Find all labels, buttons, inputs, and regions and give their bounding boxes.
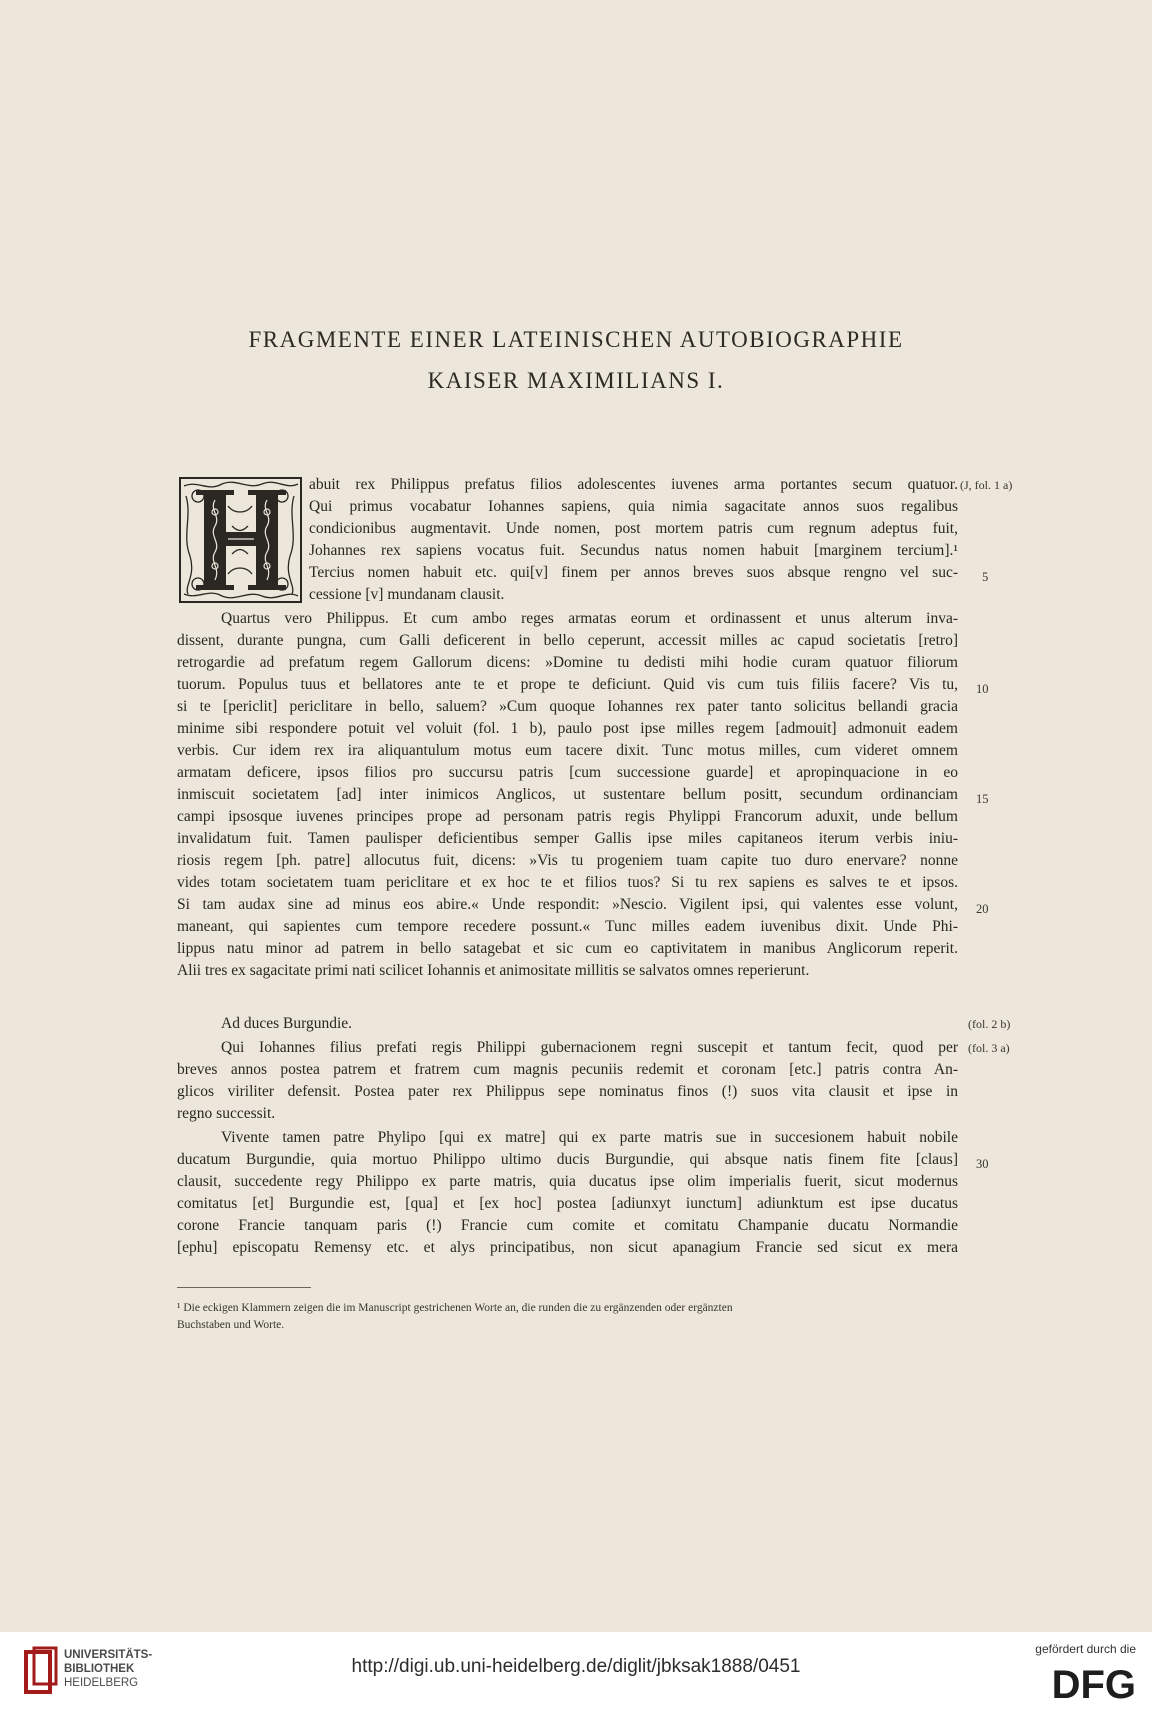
digitization-footer xyxy=(0,1632,1152,1714)
line-number: 20 xyxy=(976,902,989,916)
text-line-21: maneant, qui sapientes cum tempore recedere possunt.« Tunc milles eadem iuvenibus dixit. Unde Phi- xyxy=(177,918,958,935)
line-number: 5 xyxy=(982,570,989,584)
funding-label: gefördert durch die xyxy=(1035,1642,1136,1656)
text-line-18: riosis regem [ph. patre] allocutus fuit, dicens: »Vis tu progeniem tuam capite tuo duro enervare? nonne xyxy=(177,852,958,869)
library-name-line-1: UNIVERSITÄTS- xyxy=(64,1649,153,1661)
dfg-logo-text: DFG xyxy=(1051,1663,1136,1702)
dfg-logo-icon xyxy=(1018,1662,1136,1702)
text-line-29: Vivente tamen patre Phylipo [qui ex matre] qui ex parte matris sue in succesionem habuit nobile xyxy=(221,1129,958,1146)
text-line-1: abuit rex Philippus prefatus filios adolescentes iuvenes arma portantes secum quatuor. xyxy=(309,476,958,493)
line-number: 30 xyxy=(976,1157,989,1171)
text-line-20: Si tam audax sine ad minus eos abire.« Unde respondit: »Nescio. Vigilent ipsi, qui valentes esse volunt, xyxy=(177,896,958,913)
footnote-line-1: ¹ Die eckigen Klammern zeigen die im Manuscript gestrichenen Worte an, die runden die zu ergänzenden oder ergänzten xyxy=(177,1302,733,1314)
text-line-27: glicos viriliter defensit. Postea pater rex Philippus sepe nominatus finos (!) suos vita clausit et ipse in xyxy=(177,1083,958,1100)
margin-note-folio-2b: (fol. 2 b) xyxy=(968,1017,1011,1031)
text-line-10: tuorum. Populus tuus et bellatores ante te et prope te deficiunt. Quid vis cum tuis filiis facere? Vis tu, xyxy=(177,676,958,693)
line-number: 10 xyxy=(976,682,989,696)
text-line-23: Alii tres ex sagacitate primi nati scilicet Iohannis et animositate millitis se salvatos omnes reperierunt. xyxy=(177,962,810,979)
text-line-2: Qui primus vocabatur Iohannes sapiens, quia nimia sagacitate annos suos regalibus xyxy=(309,498,958,515)
text-line-4: Johannes rex sapiens vocatus fuit. Secundus natus nomen habuit [marginem tercium].¹ xyxy=(309,542,958,559)
text-line-11: si te [periclit] periclitare in bello, saluem? »Cum quoque Iohannes rex pater tanto solicitus bellandi gracia xyxy=(177,698,958,715)
text-line-22: lippus natu minor ad patrem in bello satagebat et sic cum eo captivitatem in manibus Anglicorum reperit. xyxy=(177,940,958,957)
text-line-7: Quartus vero Philippus. Et cum ambo reges armatas eorum et ordinassent et unus alterum inva- xyxy=(221,610,958,627)
library-name-line-3: HEIDELBERG xyxy=(64,1677,139,1689)
margin-note-folio-3a: (fol. 3 a) xyxy=(968,1041,1010,1055)
text-line-16: campi ipsosque iuvenes principes prope ad personam patris regis Phylippi Francorum aduxit, unde bellum xyxy=(177,808,958,825)
page-title-line-1: FRAGMENTE EINER LATEINISCHEN AUTOBIOGRAPHIE xyxy=(248,327,904,352)
margin-note-folio-1a: (J, fol. 1 a) xyxy=(960,478,1013,492)
text-line-15: inmiscuit societatem [ad] inter inimicos Anglicos, ut sustentare bellum positt, secundum ordinanciam xyxy=(177,786,958,803)
text-line-12: minime sibi respondere potuit vel voluit (fol. 1 b), paulo post ipse milles regem [admouit] admonuit eadem xyxy=(177,720,958,737)
text-line-34: [ephu] episcopatu Remensy etc. et alys principatibus, non sicut apanagium Francie sed sicut ex mera xyxy=(177,1239,958,1256)
text-line-13: verbis. Cur idem rex ira aliquantulum motus eum tacere dixit. Tunc motus milles, cum videret omnem xyxy=(177,742,958,759)
text-line-3: condicionibus augmentavit. Unde nomen, post mortem patris cum regnum adeptus fuit, xyxy=(309,520,958,537)
text-line-6: cessione [v] mundanam clausit. xyxy=(309,586,505,603)
text-line-28: regno successit. xyxy=(177,1105,276,1122)
line-number: 15 xyxy=(976,792,989,806)
decorated-initial-h xyxy=(178,476,303,604)
footnote-line-2: Buchstaben und Worte. xyxy=(177,1319,285,1331)
text-line-9: retrogardie ad prefatum regem Gallorum dicens: »Domine tu dedisti mihi hodie curam quatuor filiorum xyxy=(177,654,958,671)
library-name-line-2: BIBLIOTHEK xyxy=(64,1663,135,1675)
text-line-26: breves annos postea patrem et fratrem cum magnis pecuniis redemit et coronam [etc.] patris contra An- xyxy=(177,1061,958,1078)
text-line-14: armatam deficere, ipsos filios pro succursu patris [cum successione guarde] et apropinquacione in eo xyxy=(177,764,958,781)
text-line-24: Ad duces Burgundie. xyxy=(221,1015,353,1032)
page-title-line-2: KAISER MAXIMILIANS I. xyxy=(427,368,725,393)
text-line-32: comitatus [et] Burgundie est, [qua] et [ex hoc] postea [adiunxyt iunctum] adiunktum est ipse ducatus xyxy=(177,1195,958,1212)
text-line-17: invalidatum fuit. Tamen paulisper deficientibus semper Gallis ipse miles capitaneos iterum verbis iniu- xyxy=(177,830,958,847)
source-url-link[interactable]: http://digi.ub.uni-heidelberg.de/diglit/jbksak1888/0451 xyxy=(351,1656,801,1677)
text-line-25: Qui Iohannes filius prefati regis Philippi gubernacionem regni suscepit et tantum fecit, quod per xyxy=(221,1039,958,1056)
text-line-19: vides totam societatem tuam periclitare et ex hoc te et filios tuos? Si tu rex sapiens es salves te et ipsos. xyxy=(177,874,958,891)
footnote-divider xyxy=(177,1287,311,1288)
text-line-8: dissent, durante pungna, cum Galli deficerent in bello ceperunt, accessit milles ac capud societatis [retro] xyxy=(177,632,958,649)
text-line-30: ducatum Burgundie, quia mortuo Philippo ultimo ducis Burgundie, qui absque natis finem fite [claus] xyxy=(177,1151,958,1168)
text-line-5: Tercius nomen habuit etc. qui[v] finem per annos breves suos absque rengno vel suc- xyxy=(309,564,958,581)
text-line-33: corone Francie tanquam paris (!) Francie cum comite et comitatu Champanie ducatu Normandie xyxy=(177,1217,958,1234)
text-line-31: clausit, succedente regy Philippo ex parte matris, quia ducatus ipse olim imperialis fuerit, sicut modernus xyxy=(177,1173,958,1190)
